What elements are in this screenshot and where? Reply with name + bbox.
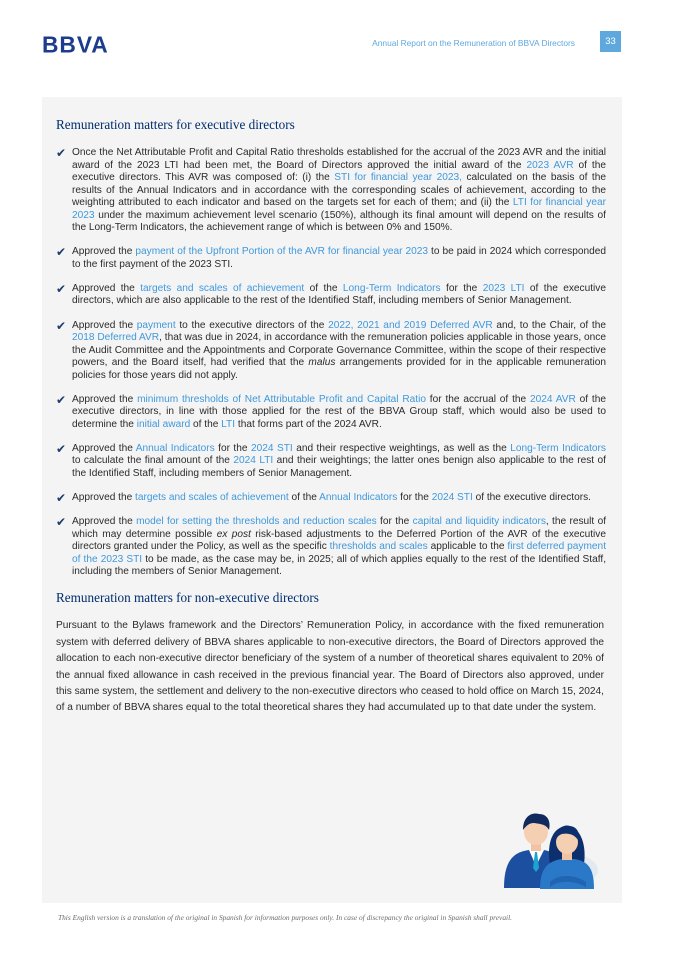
highlight: initial award [136,418,191,430]
translation-disclaimer: This English version is a translation of the original in Spanish for information purposes only. In case of discrepancy the original in Spanish shall prevail. [58,913,512,922]
list-item [56,283,606,308]
executive-matters-list [56,147,606,579]
content-panel [42,97,622,903]
text: Approved the [72,246,136,258]
text: to be paid in 2024 which corresponded to the first payment of the 2023 STI. [72,246,607,270]
highlight: targets and scales of achievement [135,492,289,504]
text: of the executive directors, in line with those applied for the rest of the BBVA Group staff, which would also be used to determine the [72,393,607,430]
italic-term: malus [308,357,336,369]
highlight: 2024 STI [431,492,473,504]
text: under the maximum achievement level scenario (150%), although its final amount will depend on the results of the Long-Term Indicators, the achievement range of which is between 0% and 150%. [72,209,606,234]
highlight: STI for financial year 2023, [334,172,462,184]
text: , that was due in 2024, in accordance with the remuneration policies applicable in those years, once the Audit Committee and the Appointments and Corporate Governance Committee, within the scope of their respective powers, and the Board itself, had verified that the [72,332,606,369]
page-number: 33 [600,31,621,52]
highlight: targets and scales of achievement [140,282,305,294]
text: of the executive directors, which are also applicable to the rest of the Identified Staff, including members of Senior Management. [72,282,606,307]
report-title: Annual Report on the Remuneration of BBVA Directors [372,38,575,48]
check-mark-icon: ✔ [56,441,67,456]
highlight: payment [136,319,176,331]
text: Approved the [72,492,136,504]
text: applicable to the [427,541,508,553]
section-title-executive: Remuneration matters for executive directors [56,117,295,132]
text: Approved the [72,282,141,294]
check-mark-icon: ✔ [56,245,67,260]
highlight: minimum thresholds of Net Attributable Profit and Capital Ratio [137,393,426,405]
list-item [56,516,606,579]
highlight: first deferred payment of the 2023 STI [72,541,607,565]
highlight: LTI for financial year 2023 [72,197,606,221]
text: and their weightings; the latter ones benign also applicable to the rest of the Identified Staff, including members of Senior Management. [72,455,606,479]
highlight: 2024 AVR [529,393,576,405]
check-mark-icon: ✔ [56,491,67,506]
list-item [56,492,606,505]
text: for the [440,282,483,294]
text: of the [288,492,320,504]
directors-illustration-icon [496,796,600,890]
highlight: 2024 LTI [233,455,274,467]
text: of the executive directors. This AVR was composed of: (i) the [72,159,607,184]
check-mark-icon: ✔ [56,392,67,407]
text: Once the Net Attributable Profit and Capital Ratio thresholds established for the accrual of the 2023 AVR and the initial award of the 2023 LTI had been met, the Board of Directors approved the initial award of the [72,147,606,171]
list-item [56,320,606,383]
text: for the [376,516,413,528]
highlight: Long-Term Indicators [342,282,441,294]
text: calculated on the basis of the results of the Annual Indicators and in accordance with the corresponding scales of achievement, according to the weighting attributed to each indicator and based on the targets set for each of them; and (ii) the [72,172,606,209]
non-executive-paragraph: Pursuant to the Bylaws framework and the Directors’ Remuneration Policy, in accordance with the fixed remuneration system with deferred delivery of BBVA shares applicable to non-executive directors, the Board of Directors approved the allocation to each non-executive director beneficiary of the system of a number of theoretical shares equivalent to 20% of the annual fixed allowance in cash received in the previous financial year. The Board of Directors also approved, under this same system, the settlement and delivery to the non-executive directors who ceased to hold office on March 15, 2024, of a number of BBVA shares equal to the total theoretical shares they had accumulated up to that date under the system. [56,620,604,714]
check-mark-icon: ✔ [56,515,67,530]
list-item [56,443,606,481]
text: arrangements provided for in the applicable remuneration policies for those years did not apply. [72,357,606,381]
text: for the [397,492,432,504]
text: of the [304,282,343,294]
text: of the [190,418,222,430]
text: Approved the [72,516,137,528]
list-item [56,394,606,432]
highlight: model for setting the thresholds and reduction scales [136,516,377,528]
highlight: capital and liquidity indicators [412,516,546,528]
text: Approved the [72,319,137,331]
italic-term: ex post [216,528,251,540]
text: to be made, as the case may be, in 2025; all of which applies equally to the rest of the Identified Staff, including the members of Senior Management. [72,553,607,578]
text: , the result of which may determine possible [72,516,607,540]
highlight: 2023 LTI [482,282,525,294]
highlight: LTI [221,418,236,430]
text: Approved the [72,442,136,454]
highlight: payment of the Upfront Portion of the AVR for financial year 2023 [135,246,429,258]
highlight: 2022, 2021 and 2019 Deferred AVR [328,319,493,331]
list-item [56,147,606,235]
check-mark-icon: ✔ [56,318,67,333]
text: of the executive directors. [472,492,591,504]
list-item [56,246,606,271]
highlight: 2018 Deferred AVR [72,332,160,344]
highlight: Long-Term Indicators [510,442,606,454]
highlight: 2024 STI [250,442,293,454]
text: risk-based adjustments to the Deferred Portion of the AVR of the executive directors granted under the Policy, as well as the specific [72,528,606,553]
text: to the executive directors of the [175,319,329,331]
text: to calculate the final amount of the [72,455,234,467]
text: for the [214,442,251,454]
text: that forms part of the 2024 AVR. [235,418,382,430]
bbva-logo [42,33,118,55]
text: and, to the Chair, of the [492,319,606,331]
highlight: 2023 AVR [526,159,574,171]
check-mark-icon: ✔ [56,146,67,160]
highlight: Annual Indicators [319,492,398,504]
check-mark-icon: ✔ [56,281,67,296]
text: and their respective weightings, as well as the [292,442,511,454]
text: Approved the [72,393,138,405]
text: for the accrual of the [425,393,530,405]
highlight: Annual Indicators [135,442,215,454]
logo-text: BBVA [42,33,109,55]
page-header [0,0,679,70]
section-title-non-executive: Remuneration matters for non-executive directors [56,590,319,606]
highlight: thresholds and scales [329,541,428,553]
